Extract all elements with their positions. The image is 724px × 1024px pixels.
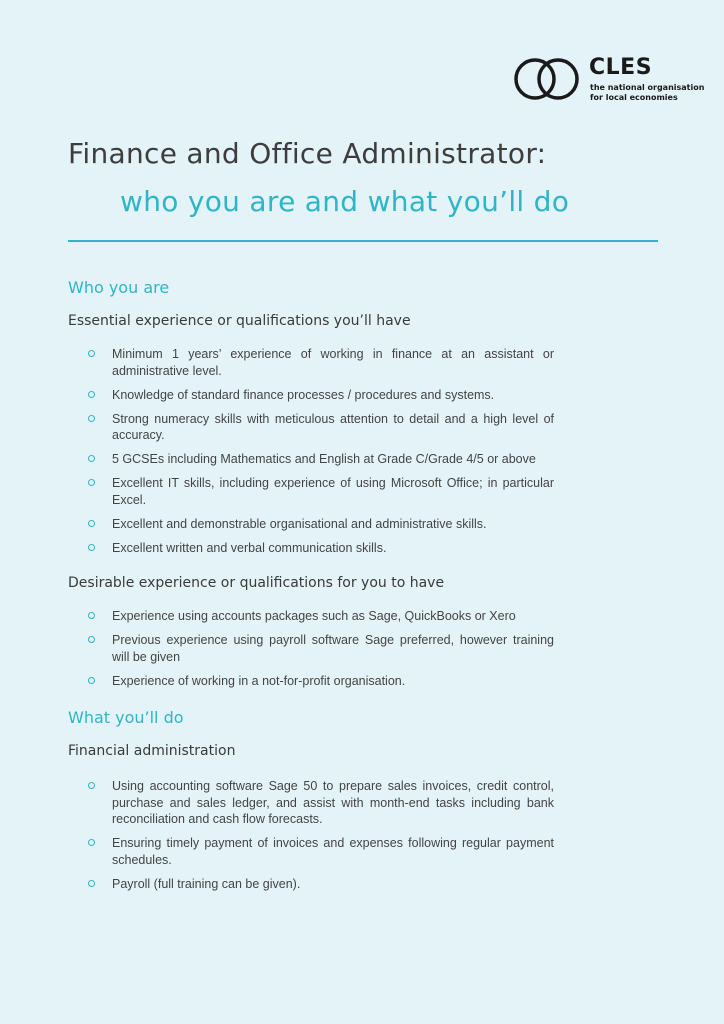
subheading-financial-administration: Financial administration (68, 743, 236, 759)
section-heading-what-youll-do: What you’ll do (68, 708, 184, 727)
list-item (88, 876, 554, 893)
cles-rings-icon (513, 55, 583, 105)
bullet-circle-icon (88, 520, 95, 527)
section-heading-who-you-are: Who you are (68, 278, 170, 297)
list-item (88, 475, 554, 508)
bullet-circle-icon (88, 880, 95, 887)
title-divider (68, 240, 658, 242)
subheading-desirable: Desirable experience or qualifications for you to have (68, 575, 445, 591)
bullet-circle-icon (88, 391, 95, 398)
list-item-text: Knowledge of standard finance processes / procedures and systems. (112, 387, 495, 402)
list-item-text: Excellent written and verbal communication skills. (112, 540, 387, 555)
list-item-text: Experience of working in a not-for-profit organisation. (112, 673, 406, 688)
bullet-circle-icon (88, 350, 95, 357)
list-item-text: Strong numeracy skills with meticulous attention to detail and a high level of accuracy. (112, 411, 554, 442)
page-title-line1: Finance and Office Administrator: (68, 137, 547, 170)
bullet-circle-icon (88, 612, 95, 619)
bullet-circle-icon (88, 636, 95, 643)
list-item-text: Experience using accounts packages such as Sage, QuickBooks or Xero (112, 609, 516, 623)
list-item (88, 540, 554, 557)
list-item (88, 346, 554, 379)
list-item-text: 5 GCSEs including Mathematics and English at Grade C/Grade 4/5 or above (112, 452, 536, 466)
list-item (88, 411, 554, 444)
list-item (88, 778, 554, 828)
bullet-circle-icon (88, 782, 95, 789)
list-item-text: Using accounting software Sage 50 to prepare sales invoices, credit control, purchase and sales ledger, and assist with month-end tasks including bank reconciliation and cash flow forecasts. (112, 779, 554, 826)
list-item (88, 835, 554, 868)
list-item (88, 387, 554, 404)
bullet-circle-icon (88, 415, 95, 422)
bullet-circle-icon (88, 544, 95, 551)
desirable-list (88, 608, 554, 697)
list-item-text: Payroll (full training can be given). (112, 876, 301, 891)
list-item (88, 632, 554, 665)
subheading-essential: Essential experience or qualifications you’ll have (68, 313, 411, 329)
bullet-circle-icon (88, 839, 95, 846)
list-item (88, 451, 554, 468)
bullet-circle-icon (88, 479, 95, 486)
list-item-text: Ensuring timely payment of invoices and expenses following regular payment schedules. (112, 836, 554, 867)
list-item (88, 608, 554, 625)
bullet-circle-icon (88, 455, 95, 462)
page-title-line2: who you are and what you’ll do (120, 185, 570, 218)
list-item-text: Previous experience using payroll software Sage preferred, however training will be given (112, 633, 554, 664)
list-item-text: Excellent IT skills, including experience of using Microsoft Office; in particular Excel. (112, 476, 554, 507)
essential-list (88, 346, 554, 564)
cles-logo (513, 55, 713, 105)
logo-name: CLES (589, 55, 653, 80)
list-item (88, 516, 554, 533)
list-item-text: Excellent and demonstrable organisational and administrative skills. (112, 516, 487, 531)
bullet-circle-icon (88, 677, 95, 684)
logo-tagline: the national organisation for local economies (590, 83, 705, 102)
financial-list (88, 778, 554, 900)
list-item-text: Minimum 1 years’ experience of working in finance at an assistant or administrative level. (112, 347, 554, 378)
list-item (88, 673, 554, 690)
